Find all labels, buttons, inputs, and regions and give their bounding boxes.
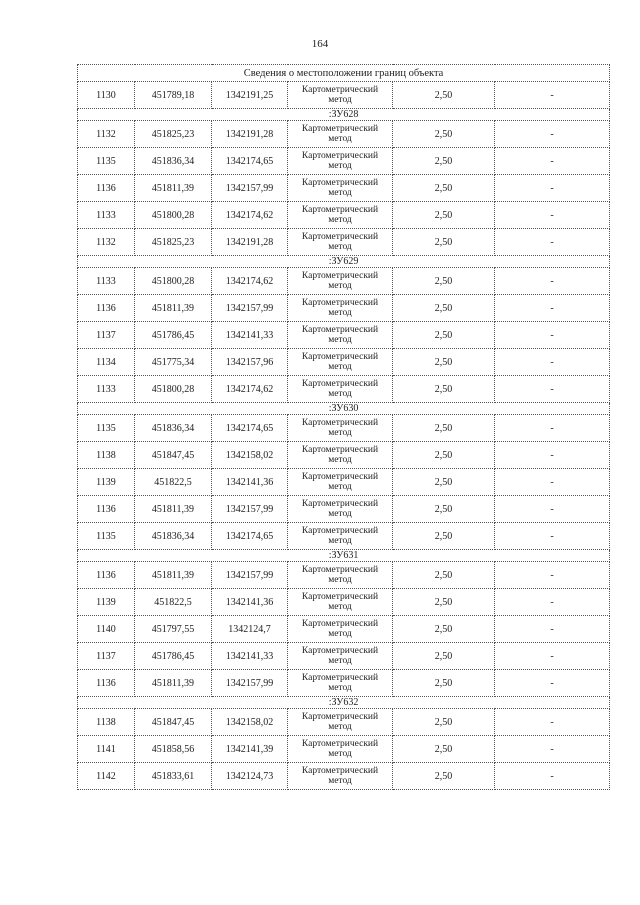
accuracy-cell: 2,50: [393, 736, 495, 763]
method-cell: [288, 643, 393, 670]
point-cell: 1139: [78, 589, 135, 616]
accuracy-cell: 2,50: [393, 415, 495, 442]
method-line-1: Картометрический: [301, 565, 379, 575]
method-cell: [288, 415, 393, 442]
section-row: [78, 256, 610, 268]
page-number: 164: [311, 38, 329, 50]
method-cell: [288, 175, 393, 202]
accuracy-cell: 2,50: [393, 82, 495, 109]
method-cell: [288, 82, 393, 109]
method-line-2: метод: [328, 362, 352, 372]
point-cell: 1132: [78, 121, 135, 148]
note-cell: -: [495, 523, 610, 550]
note-cell: -: [495, 442, 610, 469]
note-cell: -: [495, 175, 610, 202]
note-cell: -: [495, 349, 610, 376]
method-line-2: метод: [328, 455, 352, 465]
method-line-2: метод: [328, 575, 352, 585]
note-cell: -: [495, 616, 610, 643]
y-coordinate-cell: 1342157,99: [212, 295, 288, 322]
x-coordinate-cell: 451786,45: [135, 322, 212, 349]
table-row: [78, 349, 610, 376]
x-coordinate-cell: 451836,34: [135, 523, 212, 550]
method-line-2: метод: [328, 389, 352, 399]
accuracy-cell: 2,50: [393, 268, 495, 295]
table-row: [78, 148, 610, 175]
method-cell: [288, 562, 393, 589]
table-row: [78, 496, 610, 523]
note-cell: -: [495, 589, 610, 616]
table-row: [78, 121, 610, 148]
y-coordinate-cell: 1342157,99: [212, 670, 288, 697]
note-cell: -: [495, 376, 610, 403]
method-line-1: Картометрический: [301, 325, 379, 335]
x-coordinate-cell: 451825,23: [135, 121, 212, 148]
method-cell: [288, 442, 393, 469]
section-label: :ЗУ631: [78, 550, 610, 562]
method-line-1: Картометрический: [301, 445, 379, 455]
section-label: :ЗУ632: [78, 697, 610, 709]
point-cell: 1142: [78, 763, 135, 790]
accuracy-cell: 2,50: [393, 322, 495, 349]
method-line-2: метод: [328, 749, 352, 759]
table-row: [78, 736, 610, 763]
y-coordinate-cell: 1342174,62: [212, 202, 288, 229]
accuracy-cell: 2,50: [393, 709, 495, 736]
point-cell: 1136: [78, 670, 135, 697]
point-cell: 1137: [78, 322, 135, 349]
accuracy-cell: 2,50: [393, 616, 495, 643]
method-line-2: метод: [328, 428, 352, 438]
method-line-2: метод: [328, 134, 352, 144]
table-row: [78, 202, 610, 229]
method-cell: [288, 670, 393, 697]
note-cell: -: [495, 415, 610, 442]
table-row: [78, 268, 610, 295]
point-cell: 1136: [78, 295, 135, 322]
accuracy-cell: 2,50: [393, 148, 495, 175]
section-label: :ЗУ629: [78, 256, 610, 268]
table-title: Сведения о местоположении границ объекта: [78, 65, 610, 82]
point-cell: 1136: [78, 562, 135, 589]
note-cell: -: [495, 709, 610, 736]
point-cell: 1133: [78, 202, 135, 229]
method-line-2: метод: [328, 335, 352, 345]
section-row: [78, 697, 610, 709]
point-cell: 1134: [78, 349, 135, 376]
y-coordinate-cell: 1342141,33: [212, 322, 288, 349]
method-line-1: Картометрический: [301, 271, 379, 281]
note-cell: -: [495, 670, 610, 697]
note-cell: -: [495, 202, 610, 229]
table-row: [78, 322, 610, 349]
table-row: [78, 709, 610, 736]
method-line-2: метод: [328, 776, 352, 786]
method-line-1: Картометрический: [301, 673, 379, 683]
note-cell: -: [495, 736, 610, 763]
method-cell: [288, 469, 393, 496]
method-cell: [288, 376, 393, 403]
method-cell: [288, 295, 393, 322]
note-cell: -: [495, 496, 610, 523]
accuracy-cell: 2,50: [393, 349, 495, 376]
method-cell: [288, 736, 393, 763]
x-coordinate-cell: 451811,39: [135, 496, 212, 523]
accuracy-cell: 2,50: [393, 523, 495, 550]
table-row: [78, 616, 610, 643]
y-coordinate-cell: 1342124,7: [212, 616, 288, 643]
method-cell: [288, 121, 393, 148]
x-coordinate-cell: 451797,55: [135, 616, 212, 643]
method-line-1: Картометрический: [301, 151, 379, 161]
boundary-table: [77, 64, 610, 790]
table-row: [78, 643, 610, 670]
x-coordinate-cell: 451847,45: [135, 442, 212, 469]
accuracy-cell: 2,50: [393, 229, 495, 256]
method-line-2: метод: [328, 602, 352, 612]
y-coordinate-cell: 1342174,62: [212, 376, 288, 403]
note-cell: -: [495, 82, 610, 109]
accuracy-cell: 2,50: [393, 442, 495, 469]
method-line-1: Картометрический: [301, 178, 379, 188]
y-coordinate-cell: 1342157,99: [212, 175, 288, 202]
method-cell: [288, 202, 393, 229]
method-cell: [288, 589, 393, 616]
method-cell: [288, 709, 393, 736]
y-coordinate-cell: 1342191,28: [212, 121, 288, 148]
accuracy-cell: 2,50: [393, 202, 495, 229]
method-line-1: Картометрический: [301, 739, 379, 749]
method-line-2: метод: [328, 482, 352, 492]
method-line-1: Картометрический: [301, 418, 379, 428]
point-cell: 1136: [78, 496, 135, 523]
note-cell: -: [495, 148, 610, 175]
method-line-1: Картометрический: [301, 205, 379, 215]
section-row: [78, 109, 610, 121]
method-cell: [288, 523, 393, 550]
point-cell: 1138: [78, 709, 135, 736]
table-row: [78, 229, 610, 256]
point-cell: 1141: [78, 736, 135, 763]
point-cell: 1140: [78, 616, 135, 643]
x-coordinate-cell: 451836,34: [135, 148, 212, 175]
y-coordinate-cell: 1342141,36: [212, 469, 288, 496]
y-coordinate-cell: 1342191,28: [212, 229, 288, 256]
note-cell: -: [495, 229, 610, 256]
x-coordinate-cell: 451811,39: [135, 562, 212, 589]
x-coordinate-cell: 451775,34: [135, 349, 212, 376]
table-row: [78, 562, 610, 589]
point-cell: 1135: [78, 415, 135, 442]
section-label: :ЗУ630: [78, 403, 610, 415]
point-cell: 1133: [78, 376, 135, 403]
method-cell: [288, 763, 393, 790]
section-row: [78, 403, 610, 415]
note-cell: -: [495, 562, 610, 589]
x-coordinate-cell: 451822,5: [135, 589, 212, 616]
y-coordinate-cell: 1342174,62: [212, 268, 288, 295]
y-coordinate-cell: 1342141,36: [212, 589, 288, 616]
method-cell: [288, 268, 393, 295]
note-cell: -: [495, 763, 610, 790]
y-coordinate-cell: 1342141,39: [212, 736, 288, 763]
x-coordinate-cell: 451786,45: [135, 643, 212, 670]
y-coordinate-cell: 1342191,25: [212, 82, 288, 109]
method-line-1: Картометрический: [301, 85, 379, 95]
y-coordinate-cell: 1342158,02: [212, 709, 288, 736]
table-row: [78, 763, 610, 790]
y-coordinate-cell: 1342157,96: [212, 349, 288, 376]
x-coordinate-cell: 451858,56: [135, 736, 212, 763]
note-cell: -: [495, 643, 610, 670]
method-line-2: метод: [328, 95, 352, 105]
table-row: [78, 415, 610, 442]
note-cell: -: [495, 469, 610, 496]
method-line-2: метод: [328, 629, 352, 639]
method-line-1: Картометрический: [301, 352, 379, 362]
table-row: [78, 442, 610, 469]
accuracy-cell: 2,50: [393, 562, 495, 589]
table-row: [78, 670, 610, 697]
note-cell: -: [495, 322, 610, 349]
point-cell: 1139: [78, 469, 135, 496]
table-row: [78, 469, 610, 496]
point-cell: 1137: [78, 643, 135, 670]
section-label: :ЗУ628: [78, 109, 610, 121]
method-line-1: Картометрический: [301, 379, 379, 389]
method-line-1: Картометрический: [301, 232, 379, 242]
method-line-1: Картометрический: [301, 472, 379, 482]
y-coordinate-cell: 1342174,65: [212, 148, 288, 175]
method-line-1: Картометрический: [301, 592, 379, 602]
point-cell: 1130: [78, 82, 135, 109]
y-coordinate-cell: 1342124,73: [212, 763, 288, 790]
y-coordinate-cell: 1342157,99: [212, 496, 288, 523]
accuracy-cell: 2,50: [393, 643, 495, 670]
accuracy-cell: 2,50: [393, 763, 495, 790]
table-row: [78, 82, 610, 109]
table-title-row: [78, 65, 610, 82]
x-coordinate-cell: 451789,18: [135, 82, 212, 109]
y-coordinate-cell: 1342174,65: [212, 523, 288, 550]
x-coordinate-cell: 451847,45: [135, 709, 212, 736]
method-line-2: метод: [328, 188, 352, 198]
method-line-1: Картометрический: [301, 766, 379, 776]
table-row: [78, 295, 610, 322]
method-line-1: Картометрический: [301, 124, 379, 134]
note-cell: -: [495, 121, 610, 148]
method-cell: [288, 349, 393, 376]
point-cell: 1135: [78, 148, 135, 175]
y-coordinate-cell: 1342158,02: [212, 442, 288, 469]
method-line-2: метод: [328, 308, 352, 318]
point-cell: 1132: [78, 229, 135, 256]
method-line-2: метод: [328, 215, 352, 225]
method-line-2: метод: [328, 509, 352, 519]
point-cell: 1133: [78, 268, 135, 295]
point-cell: 1136: [78, 175, 135, 202]
accuracy-cell: 2,50: [393, 496, 495, 523]
method-line-2: метод: [328, 161, 352, 171]
accuracy-cell: 2,50: [393, 121, 495, 148]
accuracy-cell: 2,50: [393, 376, 495, 403]
note-cell: -: [495, 268, 610, 295]
table-row: [78, 175, 610, 202]
method-line-1: Картометрический: [301, 646, 379, 656]
x-coordinate-cell: 451822,5: [135, 469, 212, 496]
method-line-2: метод: [328, 242, 352, 252]
accuracy-cell: 2,50: [393, 469, 495, 496]
accuracy-cell: 2,50: [393, 175, 495, 202]
method-line-1: Картометрический: [301, 298, 379, 308]
method-line-1: Картометрический: [301, 619, 379, 629]
x-coordinate-cell: 451800,28: [135, 376, 212, 403]
method-cell: [288, 616, 393, 643]
method-line-2: метод: [328, 536, 352, 546]
accuracy-cell: 2,50: [393, 670, 495, 697]
x-coordinate-cell: 451800,28: [135, 268, 212, 295]
table-row: [78, 523, 610, 550]
method-line-1: Картометрический: [301, 499, 379, 509]
method-line-2: метод: [328, 722, 352, 732]
y-coordinate-cell: 1342174,65: [212, 415, 288, 442]
point-cell: 1138: [78, 442, 135, 469]
x-coordinate-cell: 451811,39: [135, 670, 212, 697]
accuracy-cell: 2,50: [393, 589, 495, 616]
accuracy-cell: 2,50: [393, 295, 495, 322]
method-cell: [288, 496, 393, 523]
x-coordinate-cell: 451836,34: [135, 415, 212, 442]
method-line-2: метод: [328, 656, 352, 666]
x-coordinate-cell: 451825,23: [135, 229, 212, 256]
method-line-2: метод: [328, 683, 352, 693]
method-cell: [288, 322, 393, 349]
x-coordinate-cell: 451811,39: [135, 175, 212, 202]
y-coordinate-cell: 1342141,33: [212, 643, 288, 670]
x-coordinate-cell: 451800,28: [135, 202, 212, 229]
method-line-1: Картометрический: [301, 712, 379, 722]
x-coordinate-cell: 451811,39: [135, 295, 212, 322]
x-coordinate-cell: 451833,61: [135, 763, 212, 790]
method-cell: [288, 229, 393, 256]
note-cell: -: [495, 295, 610, 322]
point-cell: 1135: [78, 523, 135, 550]
y-coordinate-cell: 1342157,99: [212, 562, 288, 589]
table-row: [78, 589, 610, 616]
method-cell: [288, 148, 393, 175]
table-body: [78, 65, 610, 790]
section-row: [78, 550, 610, 562]
method-line-1: Картометрический: [301, 526, 379, 536]
method-line-2: метод: [328, 281, 352, 291]
table-row: [78, 376, 610, 403]
